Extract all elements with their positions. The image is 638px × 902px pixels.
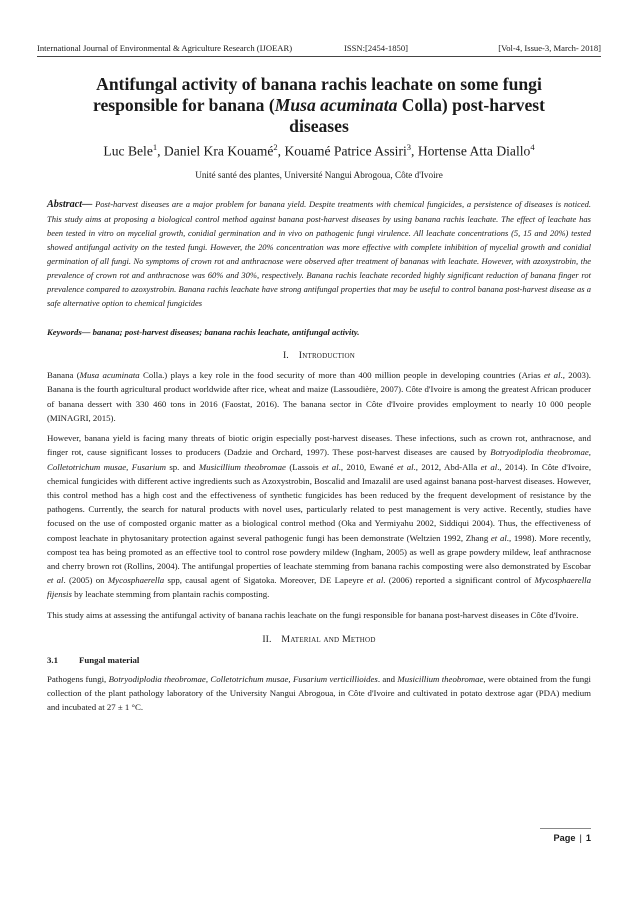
- journal-name: International Journal of Environmental & Agriculture Research (IJOEAR): [37, 43, 293, 53]
- italic-text-run: Colletotrichum musae: [47, 461, 127, 472]
- text-run: ,: [588, 447, 591, 458]
- header-rule: [37, 56, 601, 57]
- text-run: . and: [377, 673, 398, 684]
- author-name: Kouamé Patrice Assiri: [284, 143, 407, 159]
- text-run: . (2005) on: [63, 575, 108, 586]
- text-run: sp. and: [165, 461, 199, 472]
- text-run: ., 2012, Abd-Alla: [413, 461, 481, 472]
- text-run: spp, causal agent of Sigatoka. Moreover, DE Lapeyre: [164, 575, 367, 586]
- italic-text-run: et al: [47, 575, 64, 586]
- issn: ISSN:[2454-1850]: [344, 43, 408, 53]
- subsection-heading: [47, 654, 591, 666]
- author-affil-mark: 1: [152, 142, 158, 152]
- page-label: Page: [553, 833, 576, 843]
- italic-text-run: et al: [366, 575, 384, 586]
- text-run: by leachate stemming from plantain rachis composting.: [71, 589, 270, 600]
- text-run: However, banana yield is facing many threats of biotic origin especially post-harvest diseases. These infections, such as crown rot, anthracnose, and finger rot, cause significant losses to producers (Dadzie and Orchard, 1997). These post-harvest diseases are caused by: [47, 433, 591, 458]
- title-line-2-start: responsible for banana (: [93, 95, 275, 115]
- subsection-title: Fungal material: [79, 654, 140, 665]
- title-line-1: Antifungal activity of banana rachis leachate on some fungi: [96, 74, 542, 94]
- section-number: I.: [283, 350, 289, 362]
- paper-title: [47, 74, 591, 137]
- text-run: Pathogens fungi,: [47, 673, 109, 684]
- author-affil-mark: 3: [406, 142, 412, 152]
- text-run: ,: [126, 461, 132, 472]
- italic-text-run: et al: [396, 461, 414, 472]
- abstract-text: Post-harvest diseases are a major problem for banana yield. Despite treatments with chemical fungicides, a persistence of diseases is noticed. This study aims at proposing a biological control method against banana post-harvest diseases by using banana rachis leachate. The effect of leachate has been tested in vitro on mycelial growth, conidial germination and in vivo on pathogenic fungi virulence. All leachate concentrations (5, 15 and 20%) tested showed antifungal activity on the tested fungi. However, the 20% concentration was more effective with complete inhibition of mycelial growth and conidial germination of all fungi. No symptoms of crown rot and anthracnose were observed after treatment of bananas with leachate. However, with azoxystrobin, the prevalence of crown rot and anthracnose was 60% and 30%, respectively. Banana rachis leachate recorded highly significant reduction of banana finger rot prevalence compared to azoxystrobin. Banana rachis leachate have strong antifungal properties that may be useful to control banana post-harvest disease as a safe alternative option to chemical fungicides: [47, 198, 591, 309]
- text-run: (Lassois: [285, 461, 323, 472]
- fungal-material-paragraph: [47, 672, 591, 715]
- intro-paragraph-2: [47, 431, 591, 601]
- italic-text-run: Fusarium: [131, 461, 166, 472]
- section-heading-material-method: [47, 634, 591, 646]
- italic-text-run: Botryodiplodia theobromae: [108, 673, 206, 684]
- title-line-3: diseases: [289, 116, 349, 136]
- section-number: II.: [262, 633, 272, 645]
- volume-issue: [Vol-4, Issue-3, March- 2018]: [498, 43, 601, 53]
- article-body: [47, 74, 591, 714]
- page-separator: |: [579, 833, 582, 843]
- section-title: Introduction: [298, 350, 355, 362]
- author-name: Daniel Kra Kouamé: [163, 143, 274, 159]
- author-affil-mark: 4: [530, 142, 535, 152]
- italic-text-run: Fusarium verticillioides: [292, 673, 378, 684]
- author-name: Luc Bele: [103, 143, 153, 159]
- text-run: ., 2010, Ewané: [338, 461, 397, 472]
- keywords: Keywords— banana; post-harvest diseases; banana rachis leachate, antifungal activity.: [47, 327, 360, 338]
- italic-text-run: et al: [480, 461, 498, 472]
- text-run: ,: [288, 673, 293, 684]
- affiliation: Unité santé des plantes, Université Nangui Abrogoua, Côte d'Ivoire: [195, 169, 443, 180]
- italic-text-run: Musa acuminata: [79, 370, 140, 381]
- italic-text-run: Botryodiplodia theobromae: [490, 447, 589, 458]
- title-species: Musa acuminata: [274, 95, 398, 115]
- text-run: ., 2003). Banana is the fourth agricultural product worldwide after rice, wheat and maize (Lassoudière, 2007). Côte d'Ivoire is among the greatest African producer of banana dessert with 330 460 tons in 2016 (Faostat, 2016). The banana sector in Côte d'Ivoire provides employment to nearly 10 000 people (MINAGRI, 2015).: [47, 370, 591, 423]
- italic-text-run: Mycosphaerella: [107, 575, 165, 586]
- text-run: ., 2014). In Côte d'Ivoire, chemical fungicides with different active ingredients such as Azoxystrobin, Boscalid and Imazalil are used against banana post-harvest diseases. However, this control method has a high cost and the effectiveness of synthetic fungicides has been reduced by the frequent development of resistance by the pathogens. Currently, the search for natural products with novel uses, particularly related to pest management is very active. Recently, studies have focused on the use of composted organic matter as a biological control method (Oka and Yermiyahu 2002, Siddiqui 2004). Thus, the effectiveness of compost leachate in phytosanitary protection against several pathogenic fungi has been demonstrate (Weltzien 1992, Zhang: [47, 461, 592, 543]
- author-name: Hortense Atta Diallo: [417, 143, 531, 159]
- page-number-value: 1: [585, 833, 591, 843]
- italic-text-run: et al: [543, 370, 561, 381]
- intro-paragraph-1: [47, 368, 591, 425]
- text-run: . (2006) reported a significant control of: [383, 575, 535, 586]
- italic-text-run: Colletotrichum musae: [210, 673, 289, 684]
- intro-paragraph-3: [47, 608, 591, 622]
- page-number: [554, 833, 591, 843]
- author-affil-mark: 2: [273, 142, 278, 152]
- text-run: Colla.) plays a key role in the food security of more than 400 million people in developing countries (Arias: [139, 370, 544, 381]
- section-heading-introduction: [47, 350, 591, 362]
- italic-text-run: Musicillium theobromae: [397, 673, 484, 684]
- text-run: This study aims at assessing the antifungal activity of banana rachis leachate on the fungi responsible for banana post-harvest diseases in Côte d'Ivoire.: [47, 609, 579, 620]
- text-run: ,: [205, 673, 211, 684]
- abstract-heading: Abstract—: [47, 198, 93, 210]
- italic-text-run: Mycosphaerella fijensis: [47, 575, 592, 600]
- subsection-number: 3.1: [47, 654, 58, 665]
- title-line-2-end: Colla) post-harvest: [397, 95, 545, 115]
- italic-text-run: Musicillium theobromae: [198, 461, 286, 472]
- text-run: ., 1998). More recently, compost tea has being promoted as an effective tool to control rose powdery mildew (Ingham, 2005) as well as grape powdery mildew, leaf anthracnose and cherry brown rot (Rollins, 2004). The antifungal properties of leachate stemming from banana rachis composting were also demonstrated by Escobar: [47, 532, 591, 571]
- author-list: Luc Bele$^1$, Daniel Kra Kouamé$^2$, Kouamé Patrice Assiri$^3$, Hortense Atta Diallo$^4$: [103, 142, 535, 159]
- abstract: [47, 197, 591, 311]
- section-title: Material and Method: [281, 633, 376, 645]
- text-run: Banana (: [47, 370, 80, 381]
- running-header: [37, 42, 601, 54]
- text-run: , were obtained from the fungi collection of the plant pathology laboratory of the University Nangui Abrogoua, in Côte d'Ivoire and cultivated in potato dextrose agar (PDA) medium and incubated at 27 ± 1 °C.: [47, 673, 591, 713]
- italic-text-run: et al: [490, 532, 507, 543]
- italic-text-run: et al: [322, 461, 339, 472]
- footer-rule: [540, 828, 591, 829]
